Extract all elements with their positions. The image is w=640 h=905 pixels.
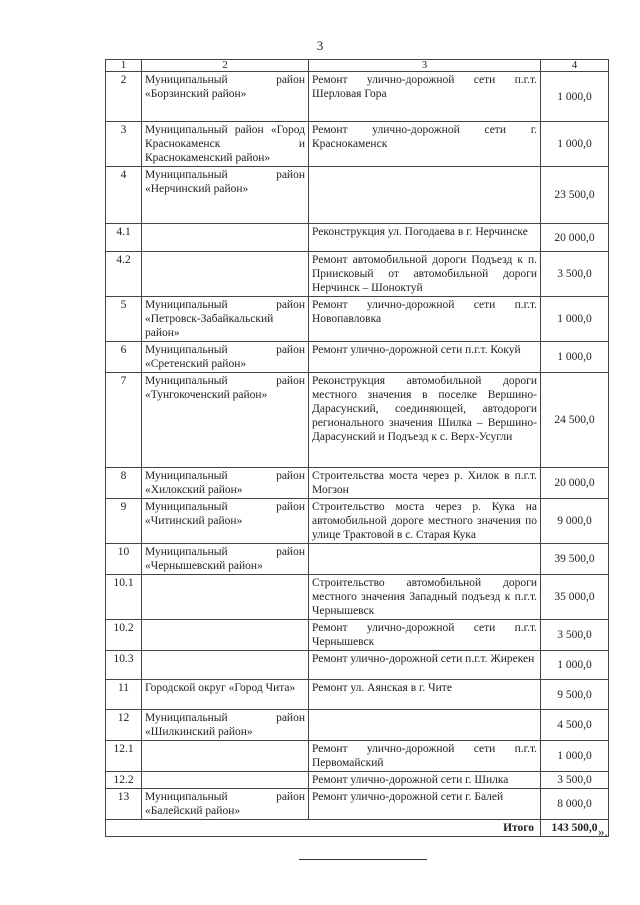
amount: 9 000,0 bbox=[541, 499, 609, 544]
work-description: Ремонт улично-дорожной сети г. Краснокаменск bbox=[309, 122, 541, 167]
work-description bbox=[309, 544, 541, 575]
total-label: Итого bbox=[106, 820, 541, 837]
municipality-name: Муниципальный район «Город Краснокаменск и Краснокаменский район» bbox=[142, 122, 309, 167]
header-row bbox=[106, 60, 609, 72]
total-amount: 143 500,0 bbox=[541, 820, 609, 837]
table-row bbox=[106, 122, 609, 167]
table-row bbox=[106, 72, 609, 122]
row-number: 12.1 bbox=[106, 741, 142, 772]
row-number: 13 bbox=[106, 789, 142, 820]
table-row bbox=[106, 224, 609, 252]
work-description: Ремонт улично-дорожной сети г. Балей bbox=[309, 789, 541, 820]
header-cell: 2 bbox=[142, 60, 309, 72]
amount: 1 000,0 bbox=[541, 651, 609, 680]
amount: 20 000,0 bbox=[541, 224, 609, 252]
row-number: 12.2 bbox=[106, 772, 142, 789]
amount: 4 500,0 bbox=[541, 710, 609, 741]
municipality-name bbox=[142, 252, 309, 297]
work-description: Ремонт улично-дорожной сети г. Шилка bbox=[309, 772, 541, 789]
table-row bbox=[106, 499, 609, 544]
row-number: 4 bbox=[106, 167, 142, 224]
table-row bbox=[106, 544, 609, 575]
table-row bbox=[106, 575, 609, 620]
municipality-name: Муниципальный район «Хилокский район» bbox=[142, 468, 309, 499]
table-row bbox=[106, 680, 609, 710]
amount: 23 500,0 bbox=[541, 167, 609, 224]
row-number: 12 bbox=[106, 710, 142, 741]
amount: 20 000,0 bbox=[541, 468, 609, 499]
header-cell: 4 bbox=[541, 60, 609, 72]
row-number: 10 bbox=[106, 544, 142, 575]
amount: 9 500,0 bbox=[541, 680, 609, 710]
row-number: 10.3 bbox=[106, 651, 142, 680]
header-cell: 3 bbox=[309, 60, 541, 72]
row-number: 6 bbox=[106, 342, 142, 373]
work-description: Строительства моста через р. Хилок в п.г.т. Могзон bbox=[309, 468, 541, 499]
work-description: Ремонт автомобильной дороги Подъезд к п. Приисковый от автомобильной дороги Нерчинск – Шоноктуй bbox=[309, 252, 541, 297]
amount: 39 500,0 bbox=[541, 544, 609, 575]
amount: 1 000,0 bbox=[541, 342, 609, 373]
municipality-name bbox=[142, 575, 309, 620]
work-description: Ремонт улично-дорожной сети п.г.т. Первомайский bbox=[309, 741, 541, 772]
municipality-name: Муниципальный район «Балейский район» bbox=[142, 789, 309, 820]
header-cell: 1 bbox=[106, 60, 142, 72]
amount: 1 000,0 bbox=[541, 297, 609, 342]
amount: 3 500,0 bbox=[541, 252, 609, 297]
work-description: Строительство автомобильной дороги местного значения Западный подъезд к п.г.т. Чернышевск bbox=[309, 575, 541, 620]
work-description: Ремонт улично-дорожной сети п.г.т. Жирекен bbox=[309, 651, 541, 680]
municipality-name: Муниципальный район «Петровск-Забайкальский район» bbox=[142, 297, 309, 342]
table-row bbox=[106, 297, 609, 342]
table-row bbox=[106, 342, 609, 373]
row-number: 5 bbox=[106, 297, 142, 342]
amount: 1 000,0 bbox=[541, 741, 609, 772]
work-description: Ремонт улично-дорожной сети п.г.т. Чернышевск bbox=[309, 620, 541, 651]
row-number: 2 bbox=[106, 72, 142, 122]
work-description bbox=[309, 167, 541, 224]
table-row bbox=[106, 772, 609, 789]
row-number: 10.2 bbox=[106, 620, 142, 651]
row-number: 9 bbox=[106, 499, 142, 544]
row-number: 4.2 bbox=[106, 252, 142, 297]
municipality-name: Муниципальный район «Читинский район» bbox=[142, 499, 309, 544]
table-row bbox=[106, 468, 609, 499]
total-row bbox=[106, 820, 609, 837]
work-description: Ремонт улично-дорожной сети п.г.т. Шерловая Гора bbox=[309, 72, 541, 122]
row-number: 10.1 bbox=[106, 575, 142, 620]
work-description: Ремонт улично-дорожной сети п.г.т. Кокуй bbox=[309, 342, 541, 373]
work-description: Строительство моста через р. Кука на автомобильной дороге местного значения по улице Трактовой в с. Старая Кука bbox=[309, 499, 541, 544]
municipality-name bbox=[142, 741, 309, 772]
work-description: Реконструкция ул. Погодаева в г. Нерчинске bbox=[309, 224, 541, 252]
row-number: 8 bbox=[106, 468, 142, 499]
work-description: Ремонт улично-дорожной сети п.г.т. Новопавловка bbox=[309, 297, 541, 342]
amount: 24 500,0 bbox=[541, 373, 609, 468]
municipality-name: Муниципальный район «Шилкинский район» bbox=[142, 710, 309, 741]
amount: 3 500,0 bbox=[541, 620, 609, 651]
table-row bbox=[106, 651, 609, 680]
municipality-name: Муниципальный район «Нерчинский район» bbox=[142, 167, 309, 224]
municipality-name bbox=[142, 772, 309, 789]
page-number: 3 bbox=[316, 38, 324, 53]
municipality-name: Городской округ «Город Чита» bbox=[142, 680, 309, 710]
funding-table bbox=[105, 59, 609, 837]
row-number: 7 bbox=[106, 373, 142, 468]
table-row bbox=[106, 373, 609, 468]
amount: 3 500,0 bbox=[541, 772, 609, 789]
amount: 35 000,0 bbox=[541, 575, 609, 620]
work-description: Ремонт ул. Аянская в г. Чите bbox=[309, 680, 541, 710]
table-row bbox=[106, 167, 609, 224]
table-row bbox=[106, 620, 609, 651]
amount: 1 000,0 bbox=[541, 72, 609, 122]
work-description: Реконструкция автомобильной дороги местного значения в поселке Вершино-Дарасунский, соединяющей, автодороги регионального значения Шилка – Вершино-Дарасунский и Подъезд к с. Верх-Усугли bbox=[309, 373, 541, 468]
amount: 1 000,0 bbox=[541, 122, 609, 167]
bottom-rule bbox=[299, 859, 427, 860]
row-number: 11 bbox=[106, 680, 142, 710]
row-number: 3 bbox=[106, 122, 142, 167]
work-description bbox=[309, 710, 541, 741]
municipality-name bbox=[142, 620, 309, 651]
municipality-name: Муниципальный район «Борзинский район» bbox=[142, 72, 309, 122]
municipality-name: Муниципальный район «Тунгокоченский район» bbox=[142, 373, 309, 468]
municipality-name: Муниципальный район «Сретенский район» bbox=[142, 342, 309, 373]
row-number: 4.1 bbox=[106, 224, 142, 252]
amount: 8 000,0 bbox=[541, 789, 609, 820]
municipality-name bbox=[142, 651, 309, 680]
closing-quote: ». bbox=[598, 824, 608, 839]
table-row bbox=[106, 789, 609, 820]
table-row bbox=[106, 252, 609, 297]
municipality-name bbox=[142, 224, 309, 252]
table-row bbox=[106, 741, 609, 772]
table-row bbox=[106, 710, 609, 741]
municipality-name: Муниципальный район «Чернышевский район» bbox=[142, 544, 309, 575]
